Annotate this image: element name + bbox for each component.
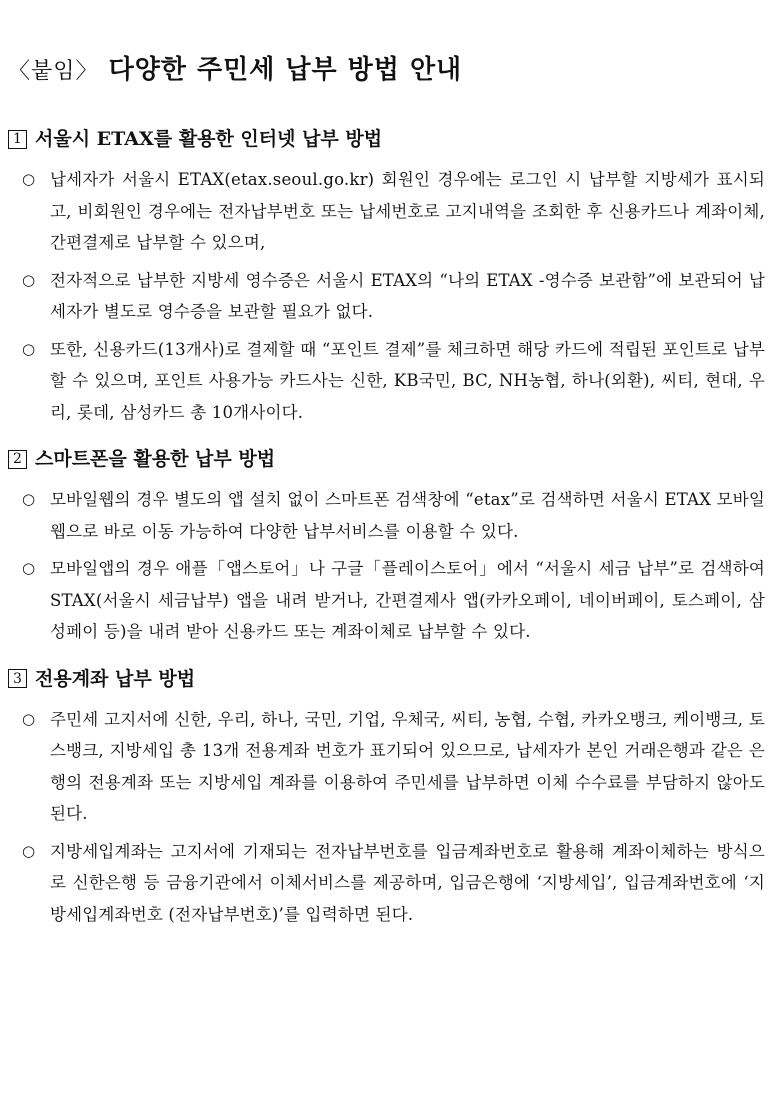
title-prefix: 〈붙임〉 (8, 59, 99, 84)
section-dedicated-account (8, 664, 765, 931)
list-item-text: 납세자가 서울시 ETAX(etax.seoul.go.kr) 회원인 경우에는 로그인 시 납부할 지방세가 표시되고, 비회원인 경우에는 전자납부번호 또는 납세번호로 고지내역을 조회한 후 신용카드나 계좌이체, 간편결제로 납부할 수 있으며, (50, 170, 765, 252)
list-item-text: 주민세 고지서에 신한, 우리, 하나, 국민, 기업, 우체국, 씨티, 농협, 수협, 카카오뱅크, 케이뱅크, 토스뱅크, 지방세입 총 13개 전용계좌 번호가 표기되어 있으므로, 납세자가 본인 거래은행과 같은 은행의 전용계좌 또는 지방세입 계좌를 이용하여 주민세를 납부하면 이체 수수료를 부담하지 않아도 된다. (50, 709, 765, 823)
section-heading-text: 전용계좌 납부 방법 (35, 667, 196, 690)
circle-bullet-icon: ○ (22, 170, 36, 188)
list-item-text: 모바일앱의 경우 애플「앱스토어」나 구글「플레이스토어」에서 “서울시 세금 납부”로 검색하여 STAX(서울시 세금납부) 앱을 내려 받거나, 간편결제사 앱(카카오페이, 네이버페이, 토스페이, 삼성페이 등)을 내려 받아 신용카드 또는 계좌이체로 납부할 수 있다. (50, 559, 765, 641)
section-heading (8, 444, 765, 474)
circle-bullet-icon: ○ (22, 270, 36, 289)
list-item-text: 지방세입계좌는 고지서에 기재되는 전자납부번호를 입금계좌번호로 활용해 계좌이체하는 방식으로 신한은행 등 금융기관에서 이체서비스를 제공하며, 입금은행에 ‘지방세입’, 입금계좌번호에 ‘지방세입계좌번호 (전자납부번호)’를 입력하면 된다. (50, 841, 765, 924)
circle-bullet-icon: ○ (22, 559, 36, 577)
circle-bullet-icon: ○ (22, 841, 36, 860)
section-number: 3 (8, 669, 27, 688)
section-heading-text: 서울시 ETAX를 활용한 인터넷 납부 방법 (35, 128, 383, 150)
section-number: 2 (8, 450, 27, 469)
section-smartphone (8, 444, 765, 648)
section-heading-text: 스마트폰을 활용한 납부 방법 (35, 448, 276, 470)
section-heading (8, 664, 765, 694)
list-item (8, 164, 765, 259)
list-item (8, 553, 765, 648)
list-item (8, 704, 765, 830)
list-item (8, 265, 765, 328)
title-text: 다양한 주민세 납부 방법 안내 (108, 55, 463, 85)
circle-bullet-icon: ○ (22, 709, 36, 728)
circle-bullet-icon: ○ (22, 490, 36, 508)
list-item-text: 전자적으로 납부한 지방세 영수증은 서울시 ETAX의 “나의 ETAX -영수증 보관함”에 보관되어 납세자가 별도로 영수증을 보관할 필요가 없다. (50, 270, 765, 321)
page-title (8, 52, 765, 90)
section-number: 1 (8, 130, 27, 149)
list-item-text: 또한, 신용카드(13개사)로 결제할 때 “포인트 결제”를 체크하면 해당 카드에 적립된 포인트로 납부할 수 있으며, 포인트 사용가능 카드사는 신한, KB국민, BC, NH농협, 하나(외환), 씨티, 현대, 우리, 롯데, 삼성카드 총 10개사이다. (50, 339, 765, 422)
list-item (8, 334, 765, 429)
list-item (8, 836, 765, 931)
section-heading (8, 124, 765, 154)
section-etax (8, 124, 765, 428)
circle-bullet-icon: ○ (22, 339, 36, 358)
list-item-text: 모바일웹의 경우 별도의 앱 설치 없이 스마트폰 검색창에 “etax”로 검색하면 서울시 ETAX 모바일웹으로 바로 이동 가능하여 다양한 납부서비스를 이용할 수 있다. (50, 490, 765, 541)
list-item (8, 484, 765, 547)
